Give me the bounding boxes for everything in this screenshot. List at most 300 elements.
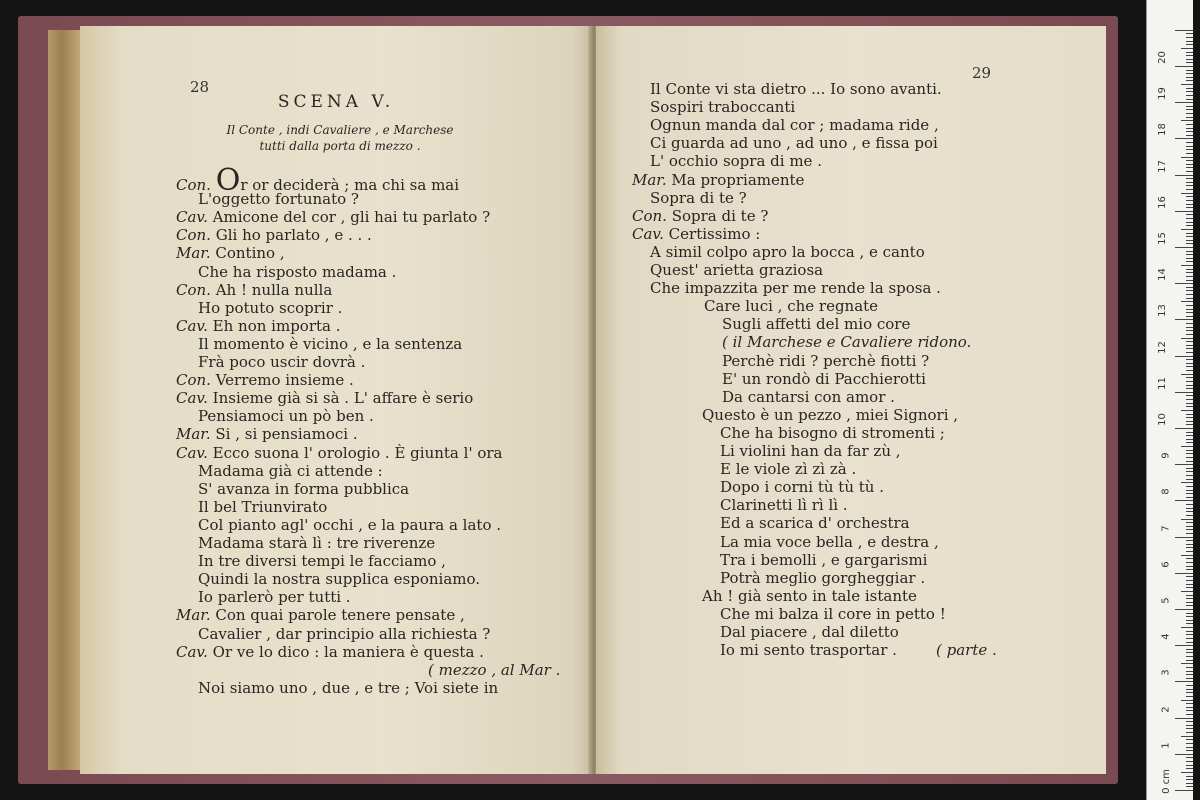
- ruler-tick: [1175, 537, 1193, 538]
- ruler-tick: [1181, 700, 1193, 701]
- ruler-tick: [1186, 569, 1193, 570]
- ruler-tick: [1186, 486, 1193, 487]
- ruler-tick: [1186, 493, 1193, 494]
- text-line: [198, 625, 490, 643]
- ruler-tick: [1186, 757, 1193, 758]
- ruler-tick: [1186, 196, 1193, 197]
- ruler-tick: [1175, 319, 1193, 320]
- line-text: Gli ho parlato , e . . .: [215, 226, 372, 245]
- ruler-tick: [1186, 323, 1193, 324]
- line-text: Che ha risposto madama .: [198, 262, 397, 281]
- ruler-label: 16: [1157, 195, 1169, 209]
- ruler-tick: [1186, 146, 1193, 147]
- ruler-tick: [1186, 598, 1193, 599]
- text-line: [428, 661, 560, 679]
- speaker-label: Con.: [176, 280, 211, 299]
- ruler-tick: [1186, 602, 1193, 603]
- ruler-tick: [1181, 663, 1193, 664]
- ruler-tick: [1186, 55, 1193, 56]
- ruler-tick: [1186, 95, 1193, 96]
- ruler-tick: [1186, 80, 1193, 81]
- line-text: Quindi la nostra supplica esponiamo.: [198, 570, 481, 589]
- ruler-tick: [1186, 721, 1193, 722]
- line-text: Si , si pensiamoci .: [215, 425, 358, 444]
- ruler-tick: [1186, 395, 1193, 396]
- ruler-tick: [1175, 283, 1193, 284]
- text-line: [198, 552, 446, 570]
- ruler-tick: [1186, 185, 1193, 186]
- ruler-tick: [1186, 689, 1193, 690]
- ruler-tick: [1186, 414, 1193, 415]
- line-text: Frà poco uscir dovrà .: [198, 353, 366, 371]
- ruler-tick: [1186, 305, 1193, 306]
- ruler-label: 3: [1160, 669, 1172, 677]
- ruler-tick: [1186, 551, 1193, 552]
- ruler-tick: [1186, 504, 1193, 505]
- ruler-tick: [1181, 229, 1193, 230]
- ruler-tick: [1186, 62, 1193, 63]
- ruler-tick: [1186, 479, 1193, 480]
- ruler-tick: [1186, 214, 1193, 215]
- ruler-tick: [1186, 674, 1193, 675]
- line-text: Ho potuto scoprir .: [198, 298, 343, 317]
- ruler-tick: [1186, 424, 1193, 425]
- line-text: Potrà meglio gorgheggiar .: [720, 568, 926, 587]
- text-line: [198, 462, 383, 480]
- text-line: [720, 514, 910, 532]
- line-text: Sospiri traboccanti: [650, 98, 796, 117]
- speaker-label: Mar.: [176, 244, 211, 263]
- ruler-tick: [1186, 616, 1193, 617]
- text-line: [198, 407, 374, 425]
- ruler-tick: [1186, 106, 1193, 107]
- line-text: E le viole zì zì zà .: [720, 460, 857, 479]
- speaker-label: Cav.: [176, 316, 208, 335]
- text-line: [198, 263, 396, 281]
- ruler-label: 0 cm: [1161, 769, 1173, 794]
- text-line: [720, 442, 901, 460]
- ruler-tick: [1186, 703, 1193, 704]
- text-line: [176, 643, 484, 661]
- ruler-tick: [1186, 743, 1193, 744]
- ruler-tick: [1181, 374, 1193, 375]
- ruler-tick: [1186, 233, 1193, 234]
- ruler-tick: [1186, 725, 1193, 726]
- line-text: Or ve lo dico : la maniera è questa .: [212, 642, 484, 661]
- ruler-tick: [1181, 157, 1193, 158]
- ruler-tick: [1175, 247, 1193, 248]
- ruler-label: 10: [1157, 413, 1169, 426]
- ruler-tick: [1186, 149, 1193, 150]
- text-line: [720, 623, 899, 641]
- text-line: [720, 641, 897, 659]
- ruler-tick: [1186, 135, 1193, 136]
- line-text: Certissimo :: [668, 224, 761, 243]
- ruler-tick: [1186, 124, 1193, 125]
- ruler-tick: [1175, 428, 1193, 429]
- text-line: [176, 226, 372, 244]
- ruler-tick: [1186, 468, 1193, 469]
- ruler-tick: [1186, 671, 1193, 672]
- line-text: Quest' arietta graziosa: [650, 261, 824, 279]
- ruler-tick: [1186, 269, 1193, 270]
- ruler-tick: [1186, 584, 1193, 585]
- text-line: [720, 569, 925, 587]
- text-line: [722, 370, 926, 388]
- line-text: Amicone del cor , gli hai tu parlato ?: [212, 208, 491, 227]
- ruler-tick: [1186, 77, 1193, 78]
- speaker-label: Mar.: [176, 606, 211, 625]
- ruler-label: 15: [1157, 232, 1169, 245]
- ruler-tick: [1186, 544, 1193, 545]
- speaker-label: Mar.: [632, 170, 667, 189]
- ruler-label: 18: [1157, 123, 1169, 137]
- ruler-tick: [1186, 399, 1193, 400]
- ruler-label: 6: [1160, 561, 1172, 568]
- text-line: [720, 551, 927, 569]
- ruler-tick: [1186, 225, 1193, 226]
- speaker-label: Con.: [176, 176, 211, 194]
- ruler-tick: [1175, 464, 1193, 465]
- text-line: [176, 281, 332, 299]
- line-text: Madama starà lì : tre riverenze: [198, 534, 436, 552]
- ruler-tick: [1181, 482, 1193, 483]
- ruler-tick: [1186, 113, 1193, 114]
- ruler-tick: [1181, 736, 1193, 737]
- ruler-tick: [1186, 200, 1193, 201]
- ruler-tick: [1186, 776, 1193, 777]
- line-text: Li violini han da far zù ,: [720, 442, 901, 460]
- ruler-tick: [1186, 287, 1193, 288]
- ruler-tick: [1186, 667, 1193, 668]
- text-line: [176, 317, 341, 335]
- line-text: Ah ! già sento in tale istante: [702, 586, 917, 605]
- line-text: S' avanza in forma pubblica: [198, 479, 410, 498]
- ruler-tick: [1181, 265, 1193, 266]
- text-line: [198, 498, 327, 516]
- ruler-tick: [1186, 631, 1193, 632]
- speaker-label: Cav.: [176, 389, 208, 408]
- line-text: Che impazzita per me rende la sposa .: [650, 279, 941, 298]
- text-line: [198, 679, 498, 697]
- line-text: Il bel Triunvirato: [198, 497, 328, 516]
- line-text: Io parlerò per tutti .: [198, 588, 351, 607]
- line-text: Clarinetti lì rì lì .: [720, 496, 848, 515]
- speaker-label: Cav.: [176, 642, 208, 661]
- ruler-tick: [1186, 381, 1193, 382]
- ruler-tick: [1186, 710, 1193, 711]
- ruler-tick: [1181, 627, 1193, 628]
- text-line: [650, 152, 822, 170]
- text-line: [176, 606, 465, 624]
- ruler-tick: [1186, 117, 1193, 118]
- line-text: Perchè ridi ? perchè fiotti ?: [722, 351, 930, 370]
- ruler-tick: [1186, 678, 1193, 679]
- text-line: [722, 352, 929, 370]
- text-line: [650, 80, 942, 98]
- ruler-tick: [1186, 435, 1193, 436]
- ruler-label: 7: [1160, 524, 1172, 532]
- line-text: Che mi balza il core in petto !: [720, 604, 946, 623]
- ruler-tick: [1186, 327, 1193, 328]
- ruler-label: 17: [1157, 159, 1169, 173]
- ruler-tick: [1186, 511, 1193, 512]
- ruler-tick: [1186, 475, 1193, 476]
- ruler-tick: [1181, 772, 1193, 773]
- ruler-tick: [1186, 634, 1193, 635]
- ruler-tick: [1186, 783, 1193, 784]
- text-line: [720, 533, 939, 551]
- text-line: [704, 297, 878, 315]
- ruler-tick: [1186, 728, 1193, 729]
- ruler-tick: [1186, 457, 1193, 458]
- ruler-tick: [1186, 613, 1193, 614]
- ruler-tick: [1175, 609, 1193, 610]
- ruler-tick: [1186, 421, 1193, 422]
- ruler-tick: [1175, 681, 1193, 682]
- ruler-tick: [1186, 707, 1193, 708]
- ruler-tick: [1186, 352, 1193, 353]
- text-line: [198, 353, 365, 371]
- ruler-tick: [1186, 88, 1193, 89]
- line-text: E' un rondò di Pacchierotti: [722, 369, 926, 388]
- left-page: [80, 26, 592, 774]
- ruler-tick: [1175, 356, 1193, 357]
- ruler-tick: [1186, 765, 1193, 766]
- text-line: [702, 406, 958, 424]
- text-line: [198, 480, 409, 498]
- drop-cap: O: [215, 163, 241, 198]
- ruler-tick: [1186, 128, 1193, 129]
- ruler-tick: [1186, 52, 1193, 53]
- line-text: L'oggetto fortunato ?: [198, 190, 359, 209]
- ruler-tick: [1186, 37, 1193, 38]
- line-text: Sopra di te ?: [671, 206, 769, 225]
- ruler-tick: [1175, 573, 1193, 574]
- ruler-tick: [1186, 471, 1193, 472]
- ruler-label: 8: [1160, 488, 1172, 496]
- ruler-tick: [1186, 439, 1193, 440]
- text-line: [176, 208, 490, 226]
- speaker-label: Cav.: [176, 443, 208, 462]
- ruler-tick: [1186, 533, 1193, 534]
- scene-heading: SCENA V.: [277, 92, 395, 112]
- text-line: [198, 516, 501, 534]
- ruler-tick: [1186, 587, 1193, 588]
- stage-direction: Il Conte , indi Cavaliere , e Marchese: [226, 123, 454, 137]
- ruler-tick: [1186, 450, 1193, 451]
- ruler-tick: [1186, 294, 1193, 295]
- line-text: Tra i bemolli , e gargarismi: [720, 550, 928, 569]
- speaker-label: Con.: [176, 371, 211, 390]
- line-text: A simil colpo apro la bocca , e canto: [650, 242, 925, 261]
- ruler-tick: [1186, 164, 1193, 165]
- ruler-tick: [1186, 222, 1193, 223]
- ruler-tick: [1186, 761, 1193, 762]
- text-line: [720, 496, 848, 514]
- ruler-tick: [1186, 442, 1193, 443]
- ruler-tick: [1186, 182, 1193, 183]
- text-line: [198, 570, 480, 588]
- line-text: ( mezzo , al Mar .: [428, 660, 561, 679]
- text-line: [198, 299, 342, 317]
- text-line: [176, 389, 473, 407]
- ruler-tick: [1186, 595, 1193, 596]
- line-text: Sugli affetti del mio core: [722, 315, 911, 334]
- ruler-tick: [1186, 91, 1193, 92]
- line-text: Il Conte vi sta dietro ... Io sono avanti.: [650, 80, 942, 98]
- ruler-tick: [1186, 312, 1193, 313]
- ruler-tick: [1186, 649, 1193, 650]
- line-text: Il momento è vicino , e la sentenza: [198, 334, 463, 353]
- text-line: [722, 333, 971, 351]
- page-number: 29: [972, 64, 992, 82]
- ruler-tick: [1186, 656, 1193, 657]
- ruler-tick: [1186, 316, 1193, 317]
- ruler-tick: [1186, 580, 1193, 581]
- ruler-tick: [1186, 432, 1193, 433]
- text-line: [702, 587, 917, 605]
- ruler-tick: [1186, 366, 1193, 367]
- ruler-tick: [1186, 160, 1193, 161]
- ruler-tick: [1186, 558, 1193, 559]
- ruler-tick: [1186, 359, 1193, 360]
- ruler-tick: [1181, 338, 1193, 339]
- ruler-tick: [1186, 732, 1193, 733]
- ruler-tick: [1186, 623, 1193, 624]
- text-line: [720, 478, 884, 496]
- ruler-tick: [1186, 73, 1193, 74]
- ruler-tick: [1186, 685, 1193, 686]
- ruler-tick: [1186, 747, 1193, 748]
- ruler-tick: [1175, 138, 1193, 139]
- ruler-tick: [1186, 605, 1193, 606]
- ruler-tick: [1186, 348, 1193, 349]
- text-line: [650, 134, 938, 152]
- line-text: ( parte .: [936, 641, 997, 660]
- line-text: r or deciderà ; ma chi sa mai: [240, 176, 460, 194]
- ruler-tick: [1186, 189, 1193, 190]
- text-line: [176, 244, 285, 262]
- ruler-tick: [1181, 446, 1193, 447]
- ruler-label: 11: [1157, 376, 1169, 390]
- ruler-tick: [1186, 131, 1193, 132]
- line-text: Madama già ci attende :: [198, 461, 383, 480]
- ruler-tick: [1186, 620, 1193, 621]
- ruler-tick: [1186, 786, 1193, 787]
- ruler-tick: [1186, 341, 1193, 342]
- text-line: [198, 190, 359, 208]
- ruler-label: 14: [1157, 268, 1169, 282]
- ruler-tick: [1175, 66, 1193, 67]
- text-line: [650, 116, 939, 134]
- ruler-label: 2: [1160, 705, 1172, 713]
- line-text: Noi siamo uno , due , e tre ; Voi siete in: [198, 678, 499, 697]
- ruler-label: 13: [1157, 304, 1169, 318]
- ruler-tick: [1186, 243, 1193, 244]
- line-text: L' occhio sopra di me .: [650, 152, 822, 171]
- ruler-tick: [1186, 167, 1193, 168]
- text-line: [176, 371, 354, 389]
- measuring-ruler: [1146, 0, 1193, 800]
- ruler-tick: [1181, 591, 1193, 592]
- ruler-tick: [1186, 739, 1193, 740]
- ruler-tick: [1181, 301, 1193, 302]
- ruler-tick: [1186, 403, 1193, 404]
- ruler-label: 5: [1160, 597, 1172, 604]
- ruler-tick: [1186, 251, 1193, 252]
- ruler-tick: [1186, 377, 1193, 378]
- ruler-tick: [1186, 258, 1193, 259]
- text-line: [650, 243, 925, 261]
- speaker-label: Con.: [632, 206, 667, 225]
- ruler-tick: [1186, 276, 1193, 277]
- ruler-tick: [1186, 207, 1193, 208]
- text-line: [650, 189, 747, 207]
- ruler-tick: [1175, 211, 1193, 212]
- line-text: Che ha bisogno di stromenti ;: [720, 423, 945, 442]
- ruler-tick: [1186, 204, 1193, 205]
- ruler-tick: [1186, 461, 1193, 462]
- ruler-tick: [1186, 508, 1193, 509]
- ruler-tick: [1186, 261, 1193, 262]
- ruler-label: 1: [1160, 742, 1172, 749]
- ruler-tick: [1186, 540, 1193, 541]
- text-line: [720, 424, 945, 442]
- text-line: [720, 460, 856, 478]
- ruler-tick: [1181, 519, 1193, 520]
- ruler-tick: [1186, 290, 1193, 291]
- ruler-tick: [1186, 453, 1193, 454]
- ruler-label: 19: [1157, 87, 1169, 101]
- speaker-label: Mar.: [176, 425, 211, 444]
- line-text: In tre diversi tempi le facciamo ,: [198, 552, 446, 571]
- line-text: Ecco suona l' orologio . È giunta l' ora: [212, 443, 503, 462]
- line-text: Ma propriamente: [671, 170, 805, 189]
- text-line: [632, 207, 768, 225]
- ruler-tick: [1186, 576, 1193, 577]
- ruler-tick: [1181, 48, 1193, 49]
- ruler-label: 9: [1160, 452, 1172, 459]
- ruler-tick: [1186, 497, 1193, 498]
- line-text: Con quai parole tenere pensate ,: [215, 606, 465, 625]
- ruler-tick: [1186, 696, 1193, 697]
- ruler-tick: [1186, 768, 1193, 769]
- ruler-tick: [1186, 59, 1193, 60]
- ruler-tick: [1186, 660, 1193, 661]
- ruler-tick: [1175, 175, 1193, 176]
- line-text: Da cantarsi con amor .: [722, 387, 895, 406]
- ruler-tick: [1181, 410, 1193, 411]
- ruler-tick: [1186, 254, 1193, 255]
- ruler-label: 20: [1157, 51, 1169, 64]
- ruler-tick: [1186, 388, 1193, 389]
- text-line: [650, 98, 795, 116]
- ruler-tick: [1186, 652, 1193, 653]
- ruler-tick: [1186, 515, 1193, 516]
- ruler-tick: [1186, 562, 1193, 563]
- ruler-tick: [1186, 385, 1193, 386]
- text-line: [632, 171, 804, 189]
- line-text: La mia voce bella , e destra ,: [720, 532, 939, 551]
- text-line: [632, 225, 760, 243]
- ruler-tick: [1186, 522, 1193, 523]
- ruler-tick: [1186, 309, 1193, 310]
- ruler-tick: [1175, 30, 1193, 31]
- ruler-tick: [1186, 33, 1193, 34]
- page-number: 28: [190, 78, 210, 96]
- speaker-label: Con.: [176, 226, 211, 245]
